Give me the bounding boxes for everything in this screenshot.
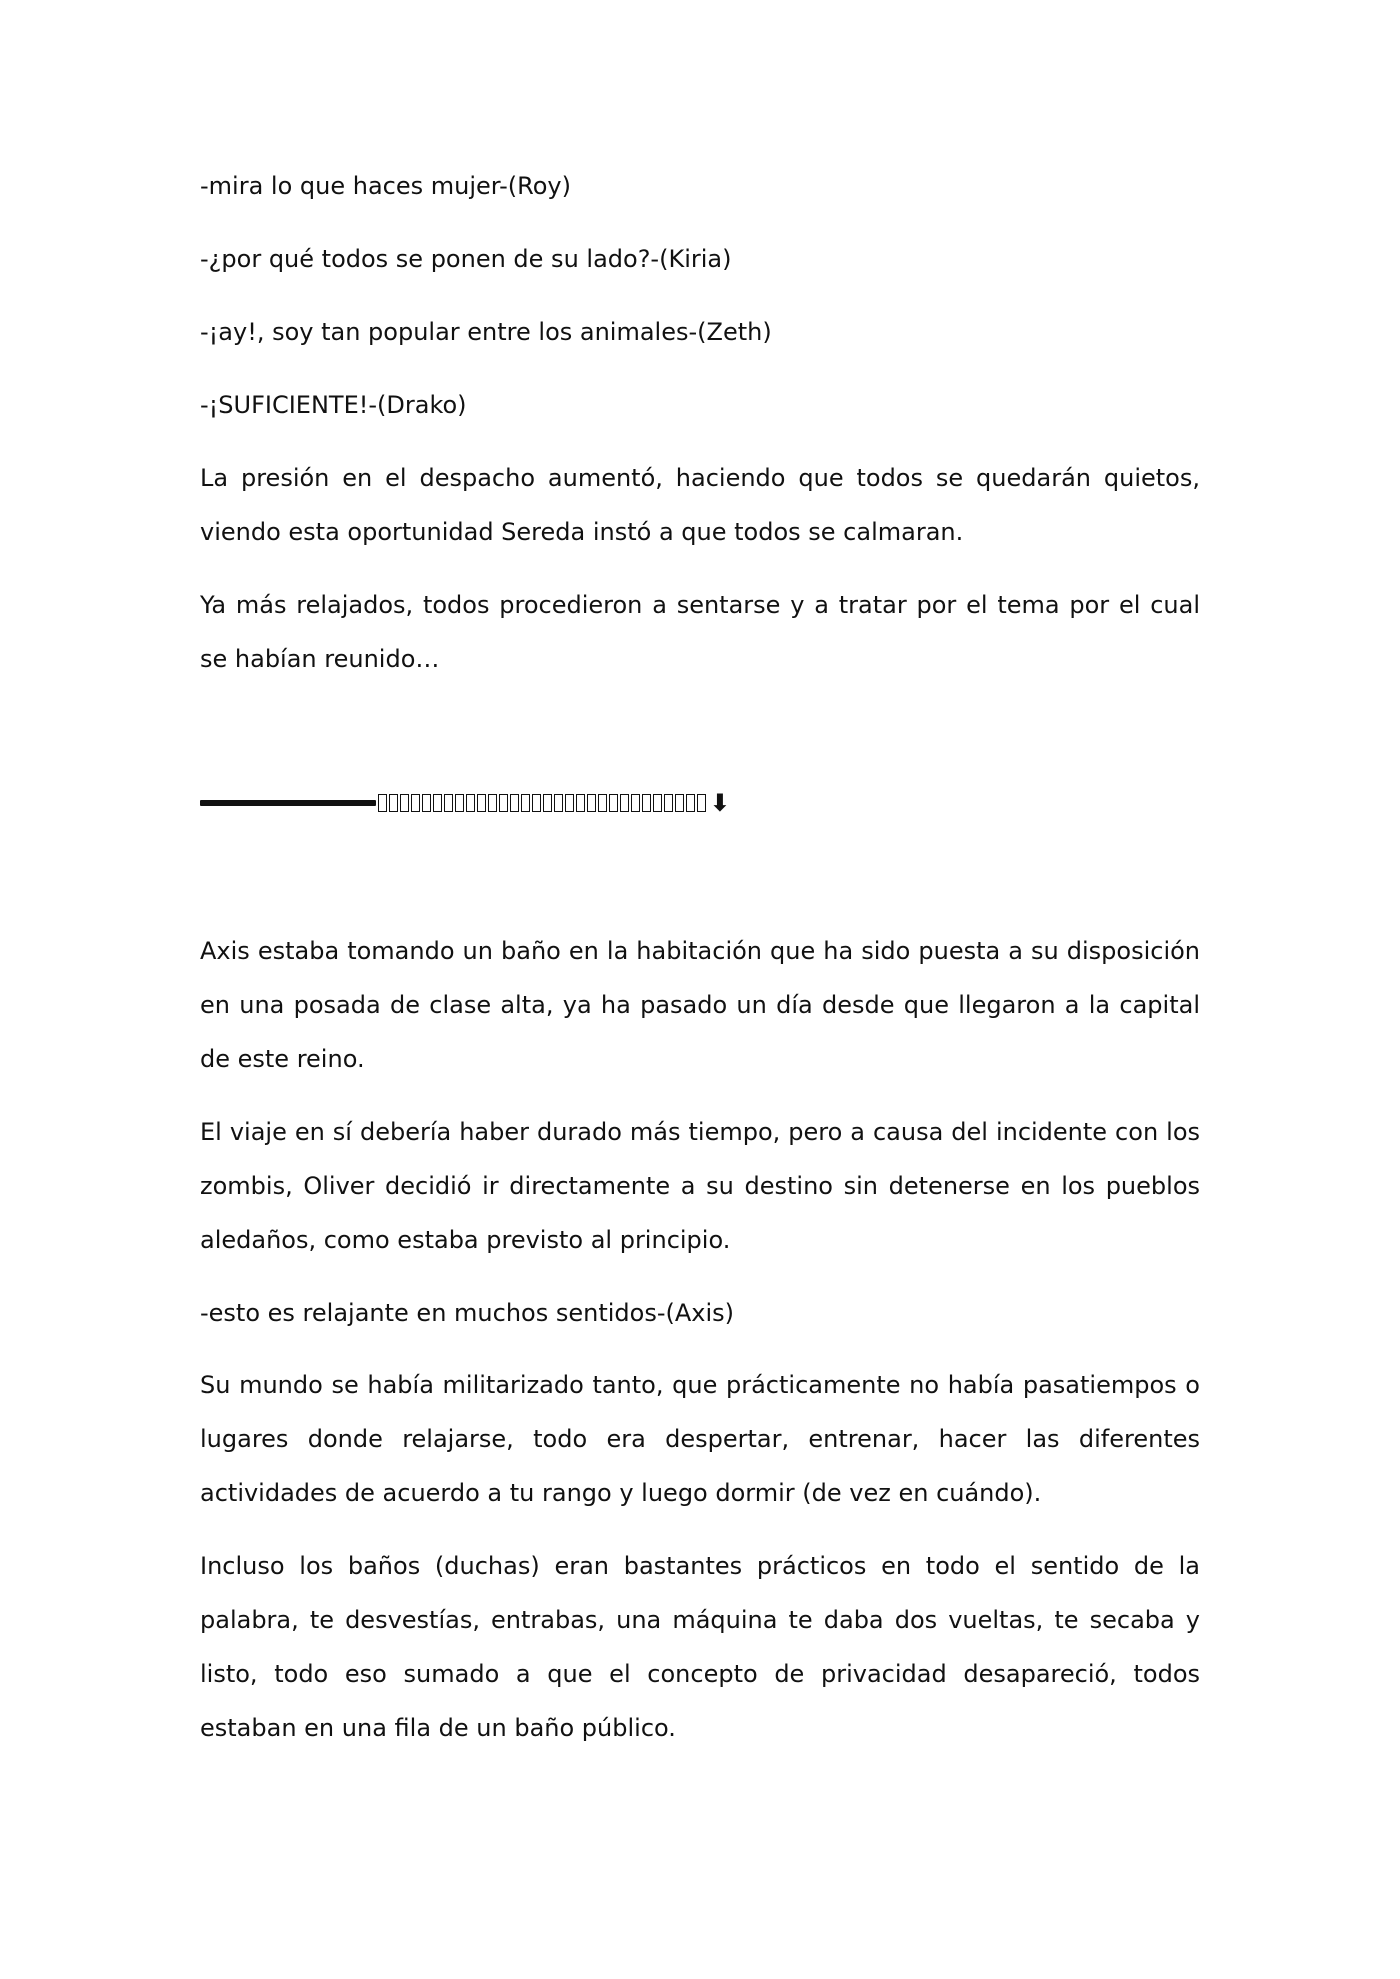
divider-box	[389, 794, 398, 812]
divider-box	[532, 794, 541, 812]
divider-box	[499, 794, 508, 812]
divider-box	[488, 794, 497, 812]
divider-box	[411, 794, 420, 812]
arrow-down-icon: ⬇	[709, 789, 730, 817]
divider-box	[433, 794, 442, 812]
dialogue-drako: -¡SUFICIENTE!-(Drako)	[200, 391, 467, 419]
divider-box	[543, 794, 552, 812]
dialogue-axis: -esto es relajante en muchos sentidos-(Axis)	[200, 1299, 734, 1327]
divider-box	[466, 794, 475, 812]
divider-box	[554, 794, 563, 812]
divider-box	[510, 794, 519, 812]
paragraph-mundo: Su mundo se había militarizado tanto, que prácticamente no había pasatiempos o lugares donde relajarse, todo era despertar, entrenar, hacer las diferentes actividades de acuerdo a tu rango y luego dormir (de vez en cuándo).	[200, 1371, 1200, 1507]
paragraph-presion: La presión en el despacho aumentó, haciendo que todos se quedarán quietos, viendo esta oportunidad Sereda instó a que todos se calmaran.	[200, 464, 1200, 546]
divider-box	[620, 794, 629, 812]
divider-box	[455, 794, 464, 812]
divider-box	[378, 794, 387, 812]
divider-box	[400, 794, 409, 812]
scene-divider	[200, 786, 730, 820]
divider-boxes	[378, 794, 708, 812]
divider-box	[598, 794, 607, 812]
divider-box	[631, 794, 640, 812]
divider-bar	[200, 800, 376, 806]
divider-box	[609, 794, 618, 812]
divider-box	[675, 794, 684, 812]
paragraph-axis-bano: Axis estaba tomando un baño en la habitación que ha sido puesta a su disposición en una posada de clase alta, ya ha pasado un día desde que llegaron a la capital de este reino.	[200, 937, 1200, 1073]
divider-box	[653, 794, 662, 812]
divider-box	[521, 794, 530, 812]
paragraph-relajados: Ya más relajados, todos procedieron a sentarse y a tratar por el tema por el cual se habían reunido…	[200, 591, 1200, 673]
dialogue-kiria: -¿por qué todos se ponen de su lado?-(Kiria)	[200, 245, 732, 273]
divider-box	[565, 794, 574, 812]
divider-box	[697, 794, 706, 812]
divider-box	[642, 794, 651, 812]
divider-box	[587, 794, 596, 812]
divider-box	[422, 794, 431, 812]
paragraph-banos: Incluso los baños (duchas) eran bastantes prácticos en todo el sentido de la palabra, te desvestías, entrabas, una máquina te daba dos vueltas, te secaba y listo, todo eso sumado a que el concepto de privacidad desapareció, todos estaban en una fila de un baño público.	[200, 1552, 1200, 1742]
dialogue-zeth: -¡ay!, soy tan popular entre los animales-(Zeth)	[200, 318, 772, 346]
divider-box	[477, 794, 486, 812]
dialogue-roy: -mira lo que haces mujer-(Roy)	[200, 172, 571, 200]
divider-box	[576, 794, 585, 812]
divider-box	[444, 794, 453, 812]
paragraph-viaje: El viaje en sí debería haber durado más tiempo, pero a causa del incidente con los zombis, Oliver decidió ir directamente a su destino sin detenerse en los pueblos aledaños, como estaba previsto al principio.	[200, 1118, 1200, 1254]
divider-box	[686, 794, 695, 812]
divider-box	[664, 794, 673, 812]
